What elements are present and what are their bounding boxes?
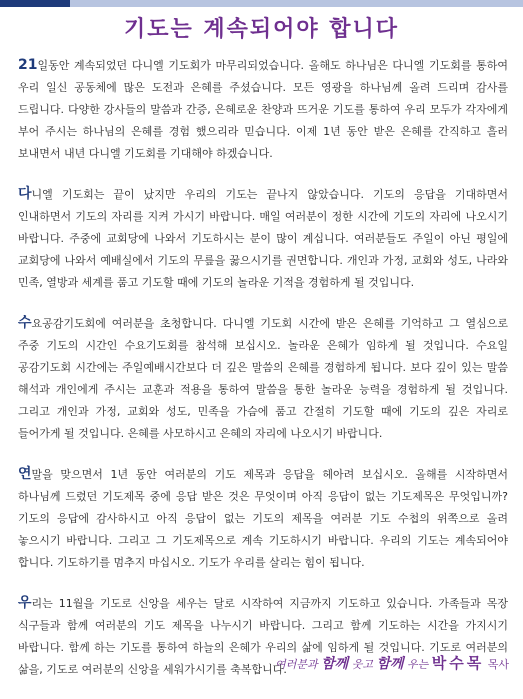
paragraph-lead: 연 <box>18 466 32 482</box>
paragraph-text: 니엘 기도회는 끝이 났지만 우리의 기도는 끝나지 않았습니다. 기도의 응답을 기대하면서 인내하면서 기도의 자리를 지켜 가시기 바랍니다. 매일 여러분이 정한 시간에 기도의 자리에 나오시기 바랍니다. 주중에 교회당에 나와서 기도하시는 분이 많이 계십니다. 여러분들도 주일이 아닌 평일에 교회당에 나와서 예배실에서 기도의 무릎을 꿇으시기를 권면합니다. 개인과 가정, 교회와 성도, 나라와 민족, 열방과 세계를 품고 기도할 때에 기도의 놀라운 기적을 경험하게 될 것입니다. <box>18 188 508 289</box>
pastor-role: 목사 <box>484 658 509 671</box>
article-body <box>18 54 508 699</box>
paragraph-lead: 우 <box>18 595 32 611</box>
paragraph-2 <box>18 183 508 294</box>
signature-laugh: 웃고 <box>348 658 377 671</box>
paragraph-text: 요공감기도회에 여러분을 초청합니다. 다니엘 기도회 시간에 받은 은혜를 기억하고 그 열심으로 주중 기도의 시간인 수요기도회를 참석해 보십시오. 놀라운 은혜가 임하게 될 것입니다. 수요일 공감기도회 시간에는 주일예배시간보다 더 깊은 말씀의 은혜를 경험하게 됩니다. 보다 깊이 있는 말씀 해석과 개인에게 주시는 교훈과 적용을 통하여 말씀을 통한 놀라운 능력을 경험하게 될 것입니다. 그리고 개인과 가정, 교회와 성도, 민족을 가슴에 품고 간절히 기도할 때에 기도의 깊은 자리로 들어가게 될 것입니다. 은혜를 사모하시고 은혜의 자리에 나오시기 바랍니다. <box>18 317 508 440</box>
paragraph-lead: 다 <box>18 186 32 202</box>
signature-cry: 우는 <box>403 658 432 671</box>
paragraph-3 <box>18 312 508 445</box>
signature <box>275 652 509 673</box>
signature-together-2: 함께 <box>376 656 404 672</box>
paragraph-1 <box>18 54 508 165</box>
paragraph-lead: 수 <box>18 315 32 331</box>
top-accent-bar-dark <box>0 0 70 7</box>
signature-prefix: 여러분과 <box>275 658 322 671</box>
paragraph-4 <box>18 463 508 574</box>
top-accent-bar-light <box>70 0 523 7</box>
signature-together-1: 함께 <box>321 656 349 672</box>
paragraph-text: 리는 11월을 기도로 신앙을 세우는 달로 시작하여 지금까지 기도하고 있습니다. 가족들과 목장 식구들과 함께 여러분의 기도 제목을 나누시기 바랍니다. 그리고 함께 기도하는 시간을 가지시기 바랍니다. 함께 하는 기도를 통하여 하늘의 은혜가 우리의 삶에 임하게 될 것입니다. 기도로 여러분의 삶을, 기도로 여러분의 신앙을 세워가시기를 축복합니다. <box>18 597 508 676</box>
paragraph-lead: 21 <box>18 57 38 73</box>
top-accent-bar <box>0 0 523 7</box>
paragraph-text: 일동안 계속되었던 다니엘 기도회가 마무리되었습니다. 올해도 하나님은 다니엘 기도회를 통하여 우리 일신 공동체에 많은 도전과 은혜를 주셨습니다. 모든 영광을 하나님께 올려 드리며 감사를 드립니다. 다양한 강사들의 말씀과 간증, 은혜로운 찬양과 뜨거운 기도를 통하여 우리 모두가 각자에게 부어 주시는 하나님의 은혜를 경험 했으리라 믿습니다. 이제 1년 동안 받은 은혜를 간직하고 흘러 보내면서 내년 다니엘 기도회를 기대해야 하겠습니다. <box>18 59 508 160</box>
page-title: 기도는 계속되어야 합니다 <box>123 16 400 42</box>
pastor-name: 박수목 <box>431 654 485 672</box>
paragraph-text: 말을 맞으면서 1년 동안 여러분의 기도 제목과 응답을 헤아려 보십시오. 올해를 시작하면서 하나님께 드렸던 기도제목 중에 응답 받은 것은 무엇이며 아직 응답이 없는 기도제목은 무엇입니까? 기도의 응답에 감사하시고 아직 응답이 없는 기도의 제목을 여러분 기도 수첩의 위쪽으로 올려 놓으시기 바랍니다. 그리고 그 기도제목으로 계속 기도하시기 바랍니다. 우리의 기도는 계속되어야 합니다. 기도하기를 멈추지 마십시오. 기도가 우리를 살리는 힘이 됩니다. <box>18 468 508 569</box>
